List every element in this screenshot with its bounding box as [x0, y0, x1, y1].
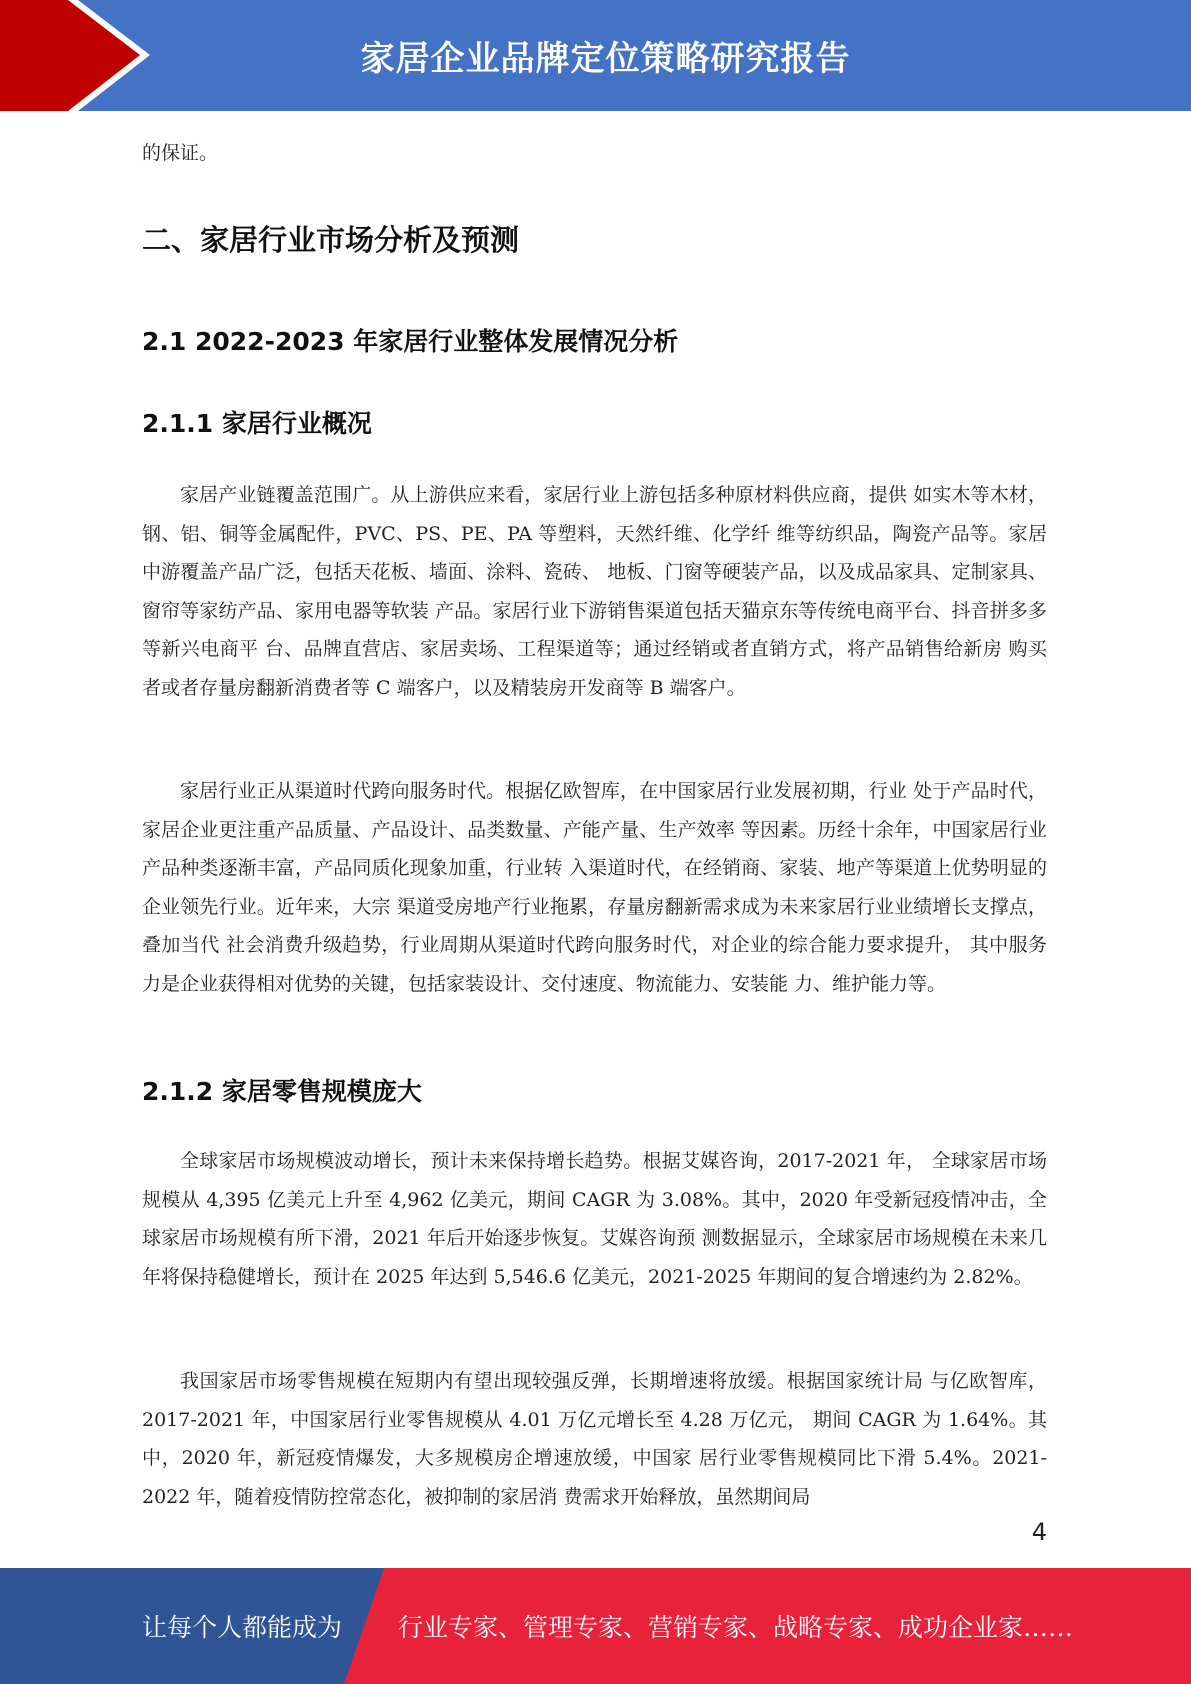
- sub1-title: 2.1.1 家居行业概况: [142, 409, 372, 438]
- sub1-para1-block: [142, 476, 1047, 708]
- sub2-para2-block: [142, 1362, 1047, 1516]
- sub1-paragraph-1: 家居产业链覆盖范围广。从上游供应来看，家居行业上游包括多种原材料供应商，提供 如实木等木材，钢、铝、铜等金属配件，PVC、PS、PE、PA 等塑料，天然纤维、化学纤 维等纺织品，陶瓷产品等。家居中游覆盖产品广泛，包括天花板、墙面、涂料、瓷砖、 地板、门窗等硬装产品，以及成品家具、定制家具、窗帘等家纺产品、家用电器等软装 产品。家居行业下游销售渠道包括天猫京东等传统电商平台、抖音拼多多等新兴电商平 台、品牌直营店、家居卖场、工程渠道等；通过经销或者直销方式，将产品销售给新房 购买者或者存量房翻新消费者等 C 端客户，以及精装房开发商等 B 端客户。: [142, 484, 1047, 699]
- header-title: 家居企业品牌定位策略研究报告: [360, 39, 851, 79]
- subsection-title: 2.1 2022-2023 年家居行业整体发展情况分析: [142, 327, 679, 356]
- section-title: 二、家居行业市场分析及预测: [142, 223, 520, 257]
- footer-slogan-left: 让每个人都能成为: [142, 1613, 343, 1642]
- page-number: 4: [1031, 1518, 1047, 1546]
- sub2-para1-block: [142, 1142, 1047, 1296]
- sub2-title: 2.1.2 家居零售规模庞大: [142, 1077, 422, 1106]
- page-header: [0, 0, 1191, 111]
- sub1-para2-block: [142, 772, 1047, 1004]
- intro-fragment: 的保证。: [142, 142, 219, 164]
- page-footer: [0, 1568, 1191, 1684]
- sub2-paragraph-1: 全球家居市场规模波动增长，预计未来保持增长趋势。根据艾媒咨询，2017-2021 年， 全球家居市场规模从 4,395 亿美元上升至 4,962 亿美元，期间 CAGR 为 3.08%。其中，2020 年受新冠疫情冲击，全球家居市场规模有所下滑，2021 年后开始逐步恢复。艾媒咨询预 测数据显示，全球家居市场规模在未来几年将保持稳健增长，预计在 2025 年达到 5,546.6 亿美元，2021-2025 年期间的复合增速约为 2.82%。: [142, 1150, 1047, 1288]
- footer-slogan-right: 行业专家、管理专家、营销专家、战略专家、成功企业家……: [398, 1613, 1074, 1642]
- sub2-paragraph-2: 我国家居市场零售规模在短期内有望出现较强反弹，长期增速将放缓。根据国家统计局 与亿欧智库，2017-2021 年，中国家居行业零售规模从 4.01 万亿元增长至 4.28 万亿元， 期间 CAGR 为 1.64%。其中，2020 年，新冠疫情爆发，大多规模房企增速放缓，中国家 居行业零售规模同比下滑 5.4%。2021-2022 年，随着疫情防控常态化，被抑制的家居消 费需求开始释放，虽然期间局: [142, 1370, 1047, 1508]
- intro-fragment-block: [142, 134, 1047, 173]
- sub1-paragraph-2: 家居行业正从渠道时代跨向服务时代。根据亿欧智库，在中国家居行业发展初期，行业 处于产品时代，家居企业更注重产品质量、产品设计、品类数量、产能产量、生产效率 等因素。历经十余年，中国家居行业产品种类逐渐丰富，产品同质化现象加重，行业转 入渠道时代，在经销商、家装、地产等渠道上优势明显的企业领先行业。近年来，大宗 渠道受房地产行业拖累，存量房翻新需求成为未来家居行业业绩增长支撑点，叠加当代 社会消费升级趋势，行业周期从渠道时代跨向服务时代，对企业的综合能力要求提升， 其中服务力是企业获得相对优势的关键，包括家装设计、交付速度、物流能力、安装能 力、维护能力等。: [142, 780, 1047, 995]
